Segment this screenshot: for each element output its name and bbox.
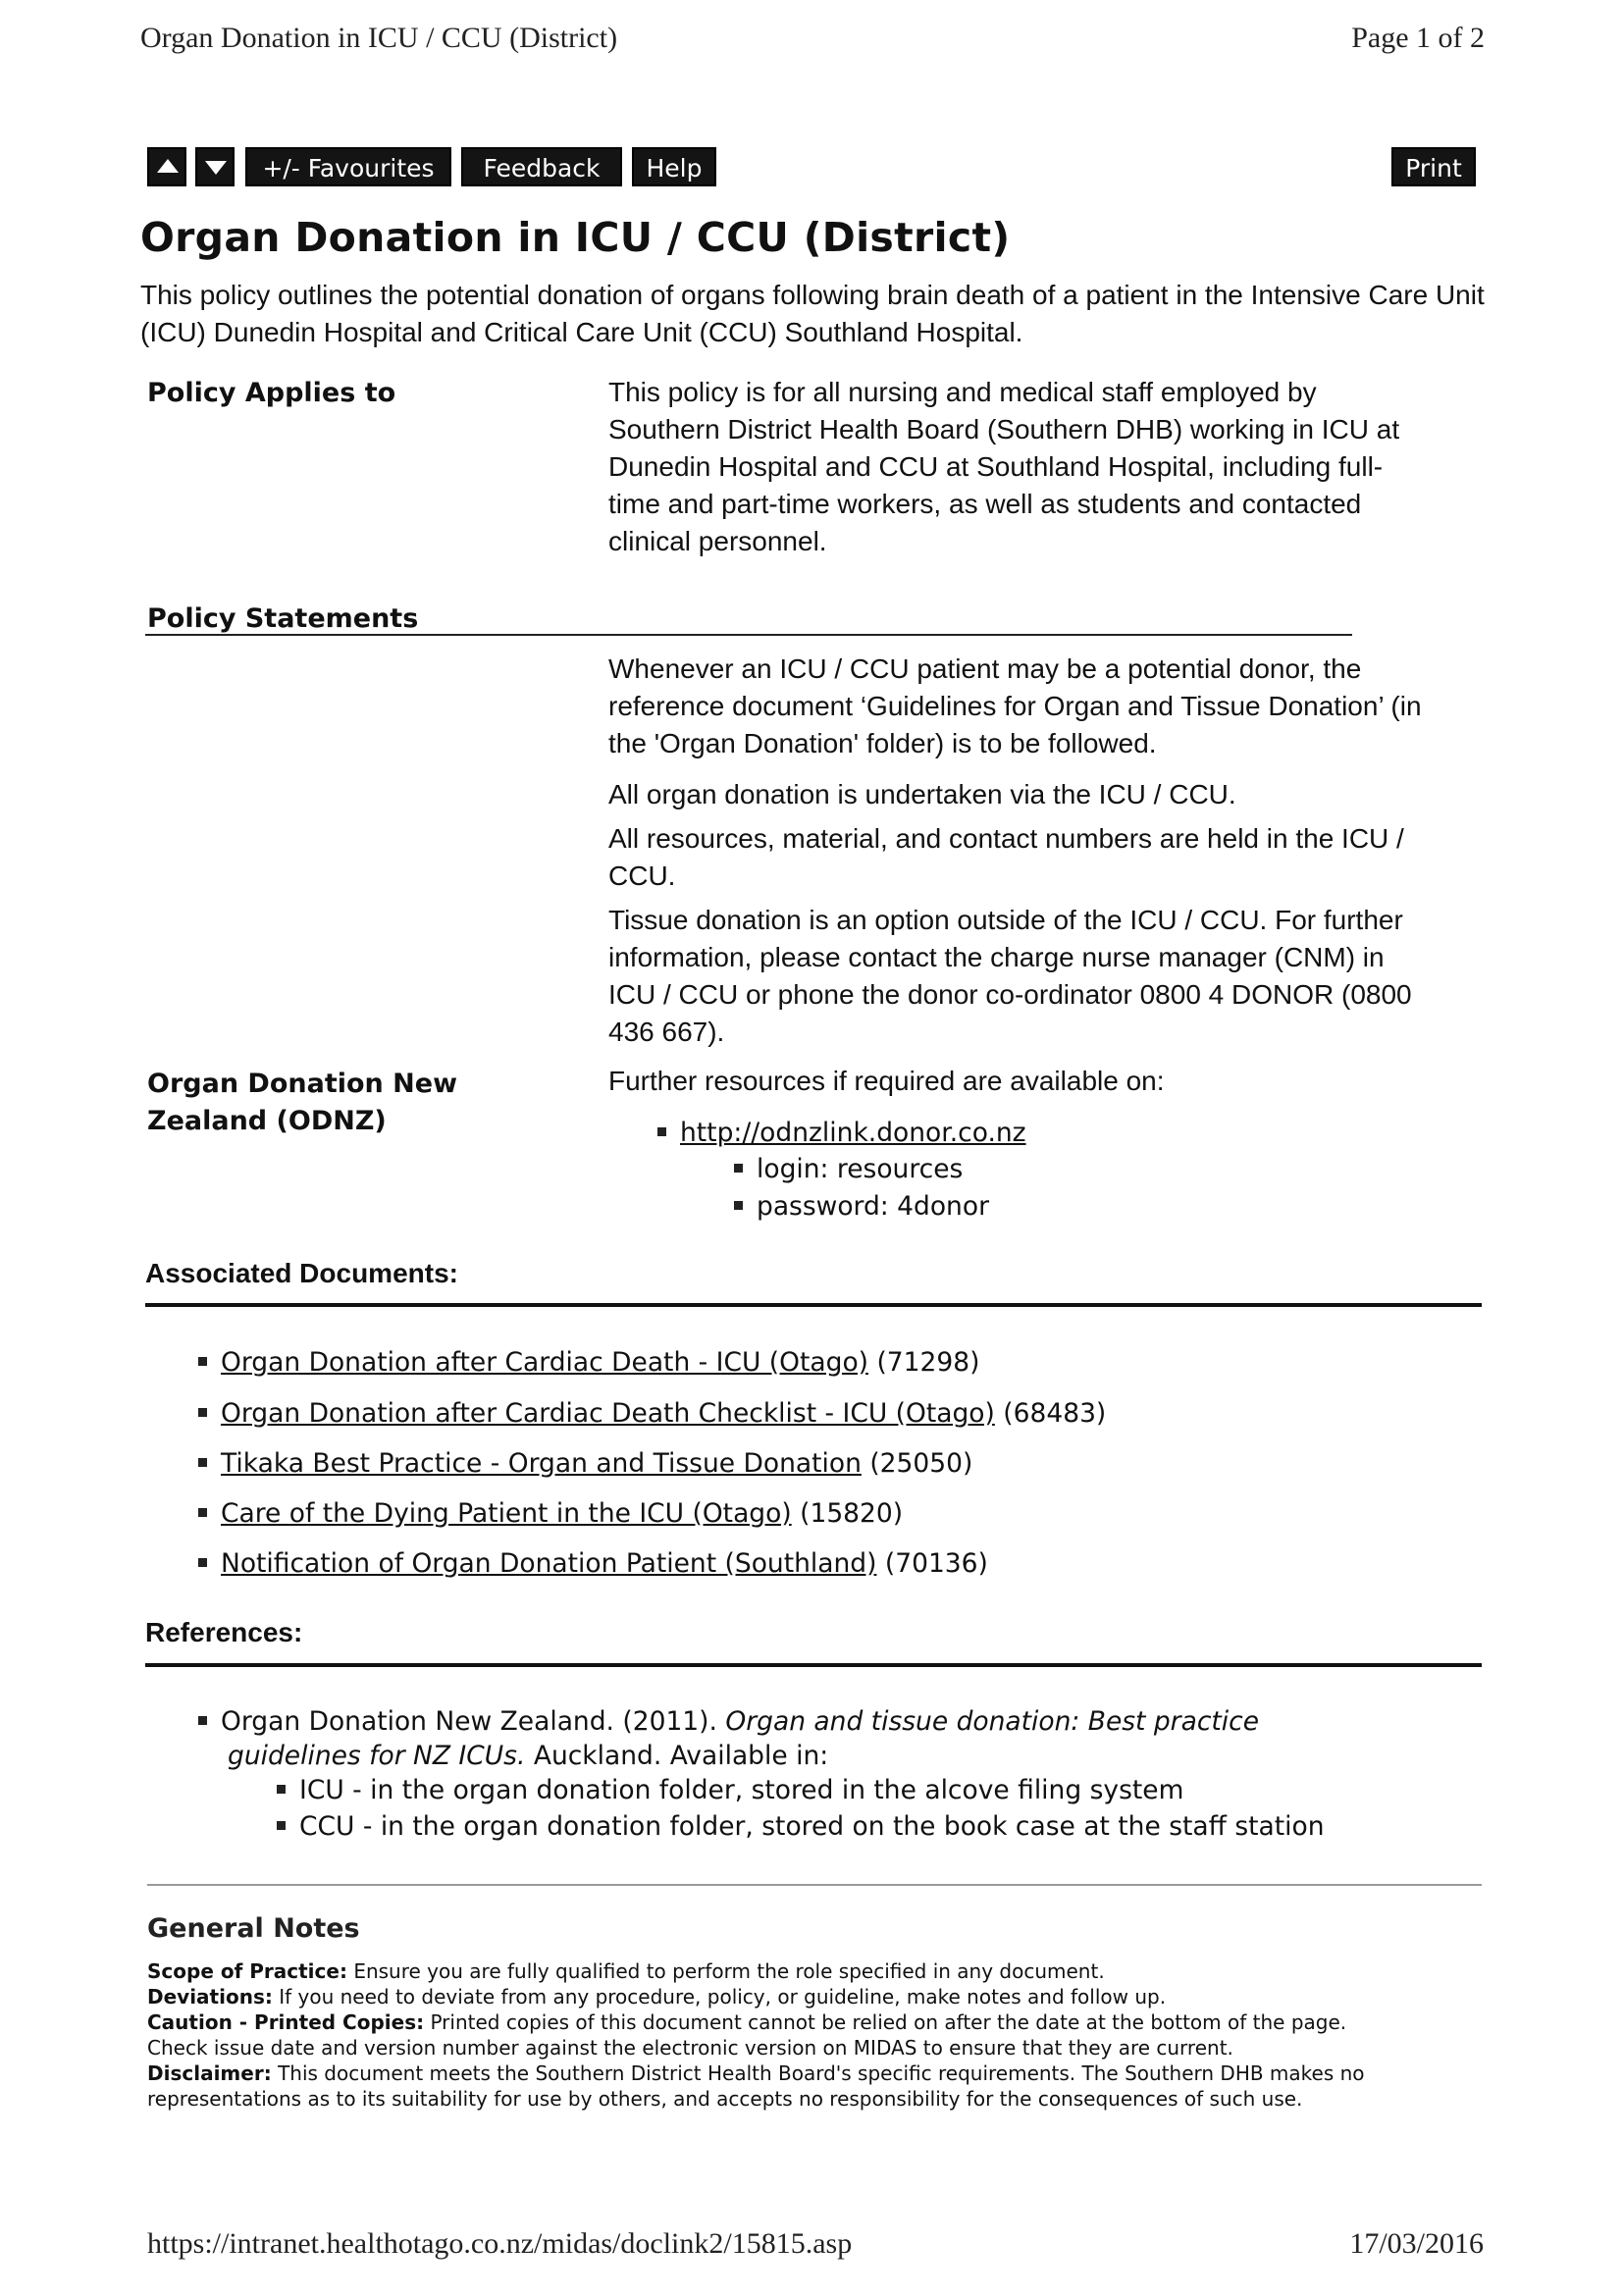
document-id: (68483) [1003,1398,1107,1429]
disclaimer-label: Disclaimer: [147,2061,272,2085]
scope-label: Scope of Practice: [147,1959,347,1983]
help-button[interactable]: Help [632,147,716,186]
policy-statement-paragraph: All resources, material, and contact numbers are held in the ICU / CCU. [608,823,1404,891]
reference-item [198,1705,1376,1739]
list-item [277,1810,1325,1844]
caution-note-continuation [147,2035,1462,2061]
policy-applies-text: This policy is for all nursing and medical staff employed by Southern District Health Board (Southern DHB) working in ICU at Dunedin Hospital and CCU at Southland Hospital, including full-time and part-time workers, as well as students and contacted clinical personnel. [608,377,1400,556]
document-id: (70136) [884,1548,988,1579]
reference-item-continuation [228,1740,1405,1773]
document-link[interactable]: Notification of Organ Donation Patient (Southland) [221,1548,877,1579]
reference-author: Organ Donation New Zealand. (2011). [221,1706,717,1737]
page-title: Organ Donation in ICU / CCU (District) [140,214,1011,261]
list-item [198,1346,979,1380]
bullet-icon [198,1357,207,1366]
scope-text: Ensure you are fully qualified to perform the role specified in any document. [353,1959,1105,1983]
list-item [734,1190,989,1224]
scroll-up-button[interactable] [147,147,186,186]
bullet-icon [734,1164,743,1173]
bullet-icon [198,1408,207,1417]
print-header-title: Organ Donation in ICU / CCU (District) [140,22,618,54]
disclaimer-note [147,2061,1462,2086]
section-divider [145,634,1352,636]
scope-note [147,1958,1462,1984]
bullet-icon [734,1201,743,1210]
document-link[interactable]: Organ Donation after Cardiac Death - ICU (Otago) [221,1347,868,1378]
policy-statement-paragraph: Whenever an ICU / CCU patient may be a potential donor, the reference document ‘Guidelines for Organ and Tissue Donation’ (in the 'Organ Donation' folder) is to be followed. [608,653,1422,758]
notes-divider [147,1884,1482,1886]
list-item [198,1547,988,1581]
print-footer-url: https://intranet.healthotago.co.nz/midas/doclink2/15815.asp [147,2227,853,2260]
reference-publisher: Auckland. Available in: [533,1741,829,1771]
caution-text: Check issue date and version number against the electronic version on MIDAS to ensure that they are current. [147,2036,1233,2060]
document-id: (15820) [800,1498,904,1529]
feedback-button[interactable]: Feedback [461,147,622,186]
deviations-text: If you need to deviate from any procedure, policy, or guideline, make notes and follow up. [279,1985,1167,2009]
odnz-login: login: resources [757,1154,964,1184]
bullet-icon [277,1785,286,1794]
list-item [198,1497,903,1531]
favourites-button[interactable]: +/- Favourites [245,147,451,186]
odnz-password: password: 4donor [757,1191,989,1222]
print-button[interactable]: Print [1391,147,1476,186]
print-header [140,22,1485,65]
disclaimer-text: This document meets the Southern District Health Board's specific requirements. The Southern DHB makes no [278,2061,1365,2085]
list-item [277,1774,1183,1807]
print-footer [147,2227,1484,2270]
list-item [734,1153,963,1186]
general-notes-heading: General Notes [147,1913,360,1944]
caution-note [147,2009,1462,2035]
reference-location: CCU - in the organ donation folder, stored on the book case at the staff station [299,1811,1325,1842]
policy-applies-label: Policy Applies to [147,378,396,408]
reference-location: ICU - in the organ donation folder, stored in the alcove filing system [299,1775,1184,1805]
bullet-icon [198,1458,207,1467]
reference-title: Organ and tissue donation: Best practice [725,1706,1260,1737]
policy-statement-paragraph: Tissue donation is an option outside of the ICU / CCU. For further information, please contact the charge nurse manager (CNM) in ICU / CCU or phone the donor co-ordinator 0800 4 DONOR (0800 436 667). [608,905,1412,1047]
caution-label: Caution - Printed Copies: [147,2010,425,2034]
odnz-link[interactable]: http://odnzlink.donor.co.nz [680,1118,1026,1148]
bullet-icon [657,1127,666,1136]
arrow-up-icon [157,159,179,173]
bullet-icon [198,1716,207,1725]
deviations-note [147,1984,1462,2009]
list-item [657,1117,1026,1150]
deviations-label: Deviations: [147,1985,273,2009]
document-link[interactable]: Care of the Dying Patient in the ICU (Otago) [221,1498,792,1529]
disclaimer-note-continuation [147,2086,1462,2112]
bullet-icon [198,1558,207,1567]
list-item [198,1447,972,1481]
reference-title: guidelines for NZ ICUs. [228,1741,526,1771]
document-id: (71298) [876,1347,980,1378]
section-divider [145,1303,1482,1307]
policy-statement-paragraph: All organ donation is undertaken via the ICU / CCU. [608,779,1236,809]
list-item [198,1397,1106,1431]
document-link[interactable]: Tikaka Best Practice - Organ and Tissue Donation [221,1448,862,1479]
disclaimer-text: representations as to its suitability for use by others, and accepts no responsibility for the consequences of such use. [147,2087,1303,2111]
arrow-down-icon [205,161,227,175]
caution-text: Printed copies of this document cannot be relied on after the date at the bottom of the page. [430,2010,1347,2034]
odnz-label: Organ Donation New Zealand (ODNZ) [147,1069,458,1136]
bullet-icon [277,1821,286,1830]
section-divider [145,1663,1482,1667]
odnz-intro: Further resources if required are available on: [608,1066,1165,1096]
policy-statements-label: Policy Statements [147,603,419,634]
references-heading: References: [145,1617,303,1647]
toolbar [147,147,1477,188]
associated-documents-heading: Associated Documents: [145,1258,458,1288]
bullet-icon [198,1508,207,1517]
scroll-down-button[interactable] [195,147,235,186]
print-footer-date: 17/03/2016 [1349,2227,1484,2260]
document-id: (25050) [869,1448,973,1479]
document-link[interactable]: Organ Donation after Cardiac Death Checklist - ICU (Otago) [221,1398,995,1429]
intro-text: This policy outlines the potential donation of organs following brain death of a patient in the Intensive Care Unit (ICU) Dunedin Hospital and Critical Care Unit (CCU) Southland Hospital. [140,280,1485,347]
print-header-page-number: Page 1 of 2 [1351,22,1485,54]
